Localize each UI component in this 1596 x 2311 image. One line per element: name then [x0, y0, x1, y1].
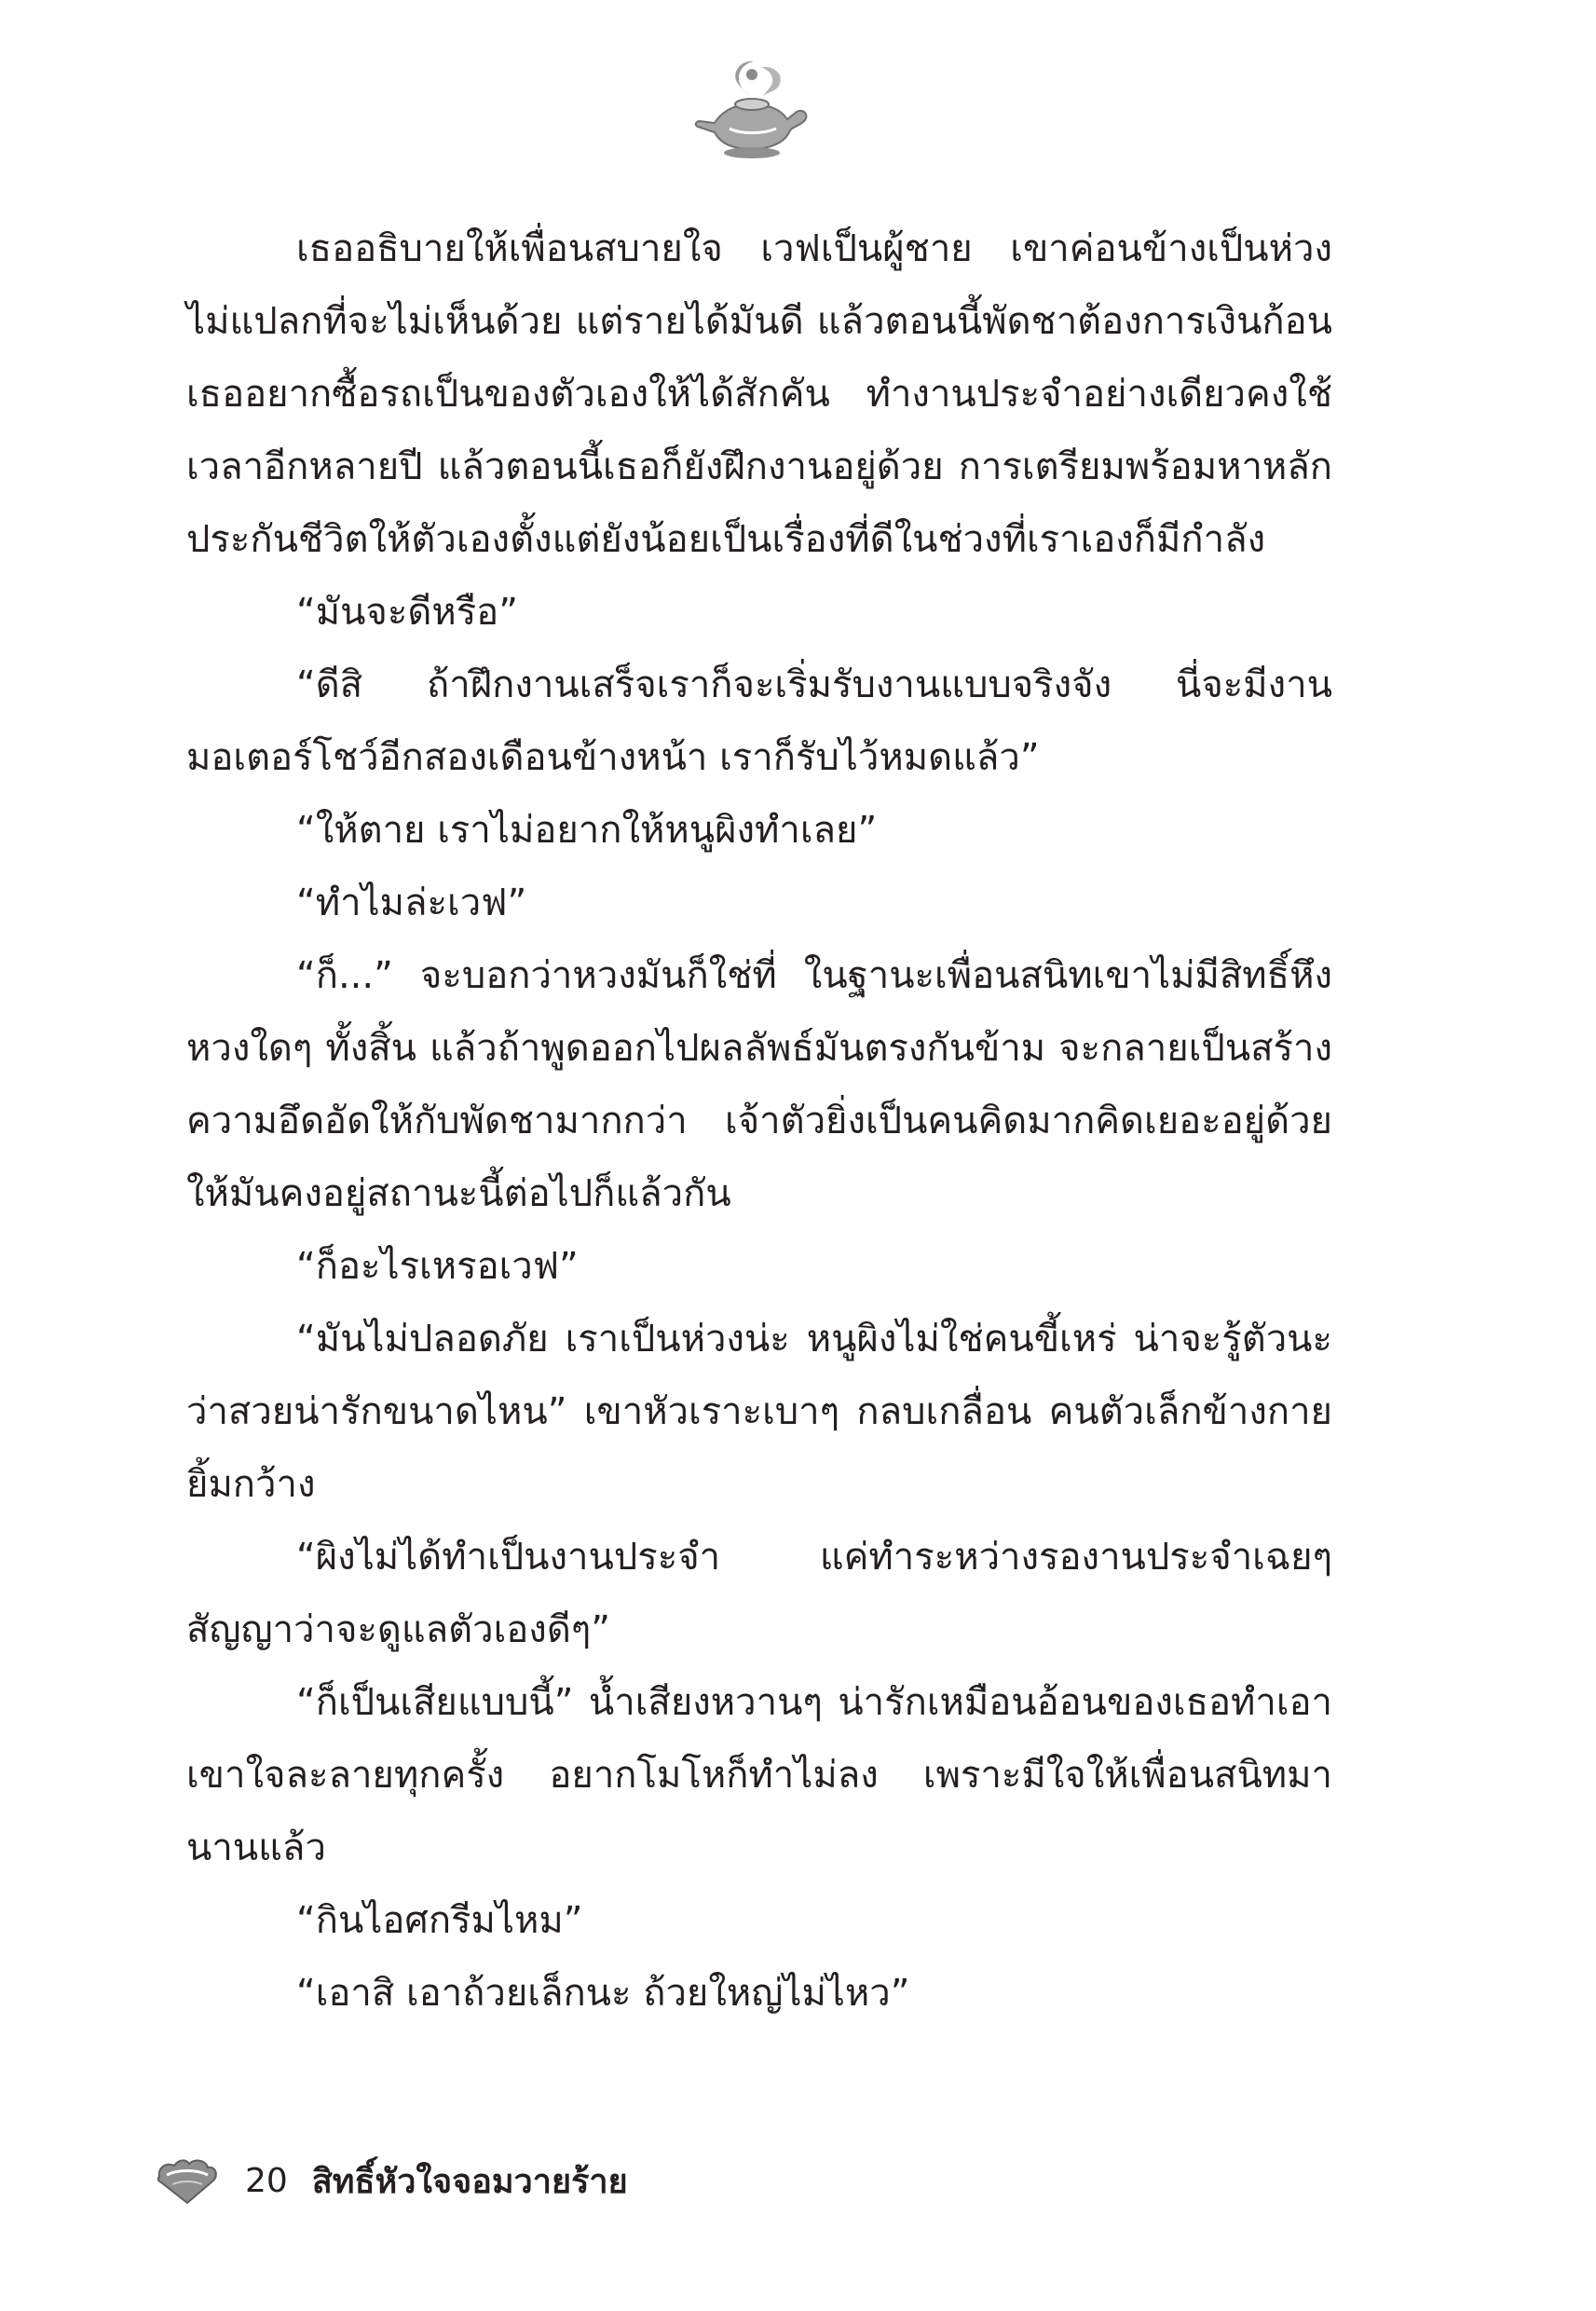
genie-lamp-ornament-icon	[687, 54, 817, 166]
page-footer	[154, 2153, 806, 2208]
paragraph: “ดีสิ ถ้าฝึกงานเสร็จเราก็จะเริ่มรับงานแบบจริงจัง นี่จะมีงานมอเตอร์โชว์อีกสองเดือนข้างหน้า เราก็รับไว้หมดแล้ว”	[186, 663, 1332, 779]
paragraph: “เอาสิ เอาถ้วยเล็กนะ ถ้วยใหญ่ไม่ไหว”	[296, 1972, 910, 2015]
book-title: สิทธิ์หัวใจจอมวายร้าย	[311, 2162, 628, 2201]
paragraph: เธออธิบายให้เพื่อนสบายใจ เวฟเป็นผู้ชาย เขาค่อนข้างเป็นห่วง ไม่แปลกที่จะไม่เห็นด้วย แต่รายได้มันดี แล้วตอนนี้พัดชาต้องการเงินก้อน เธออยากซื้อรถเป็นของตัวเองให้ได้สักคัน ทำงานประจำอย่างเดียวคงใช้เวลาอีกหลายปี แล้วตอนนี้เธอก็ยังฝึกงานอยู่ด้วย การเตรียมพร้อมหาหลักประกันชีวิตให้ตัวเองตั้งแต่ยังน้อยเป็นเรื่องที่ดีในช่วงที่เราเองก็มีกำลัง	[186, 227, 1332, 561]
page-number: 20	[245, 2161, 288, 2200]
heart-crest-ornament-icon	[154, 2156, 221, 2205]
paragraph: “ให้ตาย เราไม่อยากให้หนูผิงทำเลย”	[296, 809, 878, 852]
paragraph: “ก็...” จะบอกว่าหวงมันก็ใช่ที่ ในฐานะเพื่อนสนิทเขาไม่มีสิทธิ์หึงหวงใดๆ ทั้งสิ้น แล้วถ้าพูดออกไปผลลัพธ์มันตรงกันข้าม จะกลายเป็นสร้างความอึดอัดให้กับพัดชามากกว่า เจ้าตัวยิ่งเป็นคนคิดมากคิดเยอะอยู่ด้วย ให้มันคงอยู่สถานะนี้ต่อไปก็แล้วกัน	[186, 954, 1332, 1215]
paragraph: “ก็อะไรเหรอเวฟ”	[296, 1245, 579, 1288]
paragraph: “ก็เป็นเสียแบบนี้” น้ำเสียงหวานๆ น่ารักเหมือนอ้อนของเธอทำเอาเขาใจละลายทุกครั้ง อยากโมโหก็ทำไม่ลง เพราะมีใจให้เพื่อนสนิทมานานแล้ว	[186, 1681, 1332, 1869]
paragraph: “ทำไมล่ะเวฟ”	[296, 882, 527, 924]
paragraph: “มันจะดีหรือ”	[296, 591, 518, 634]
paragraph: “ผิงไม่ได้ทำเป็นงานประจำ แค่ทำระหว่างรองานประจำเฉยๆ สัญญาว่าจะดูแลตัวเองดีๆ”	[186, 1536, 1332, 1651]
paragraph: “กินไอศกรีมไหม”	[296, 1899, 583, 1942]
body-text	[186, 212, 1332, 2030]
paragraph: “มันไม่ปลอดภัย เราเป็นห่วงน่ะ หนูผิงไม่ใช่คนขี้เหร่ น่าจะรู้ตัวนะว่าสวยน่ารักขนาดไหน” เขาหัวเราะเบาๆ กลบเกลื่อน คนตัวเล็กข้างกายยิ้มกว้าง	[186, 1318, 1332, 1506]
